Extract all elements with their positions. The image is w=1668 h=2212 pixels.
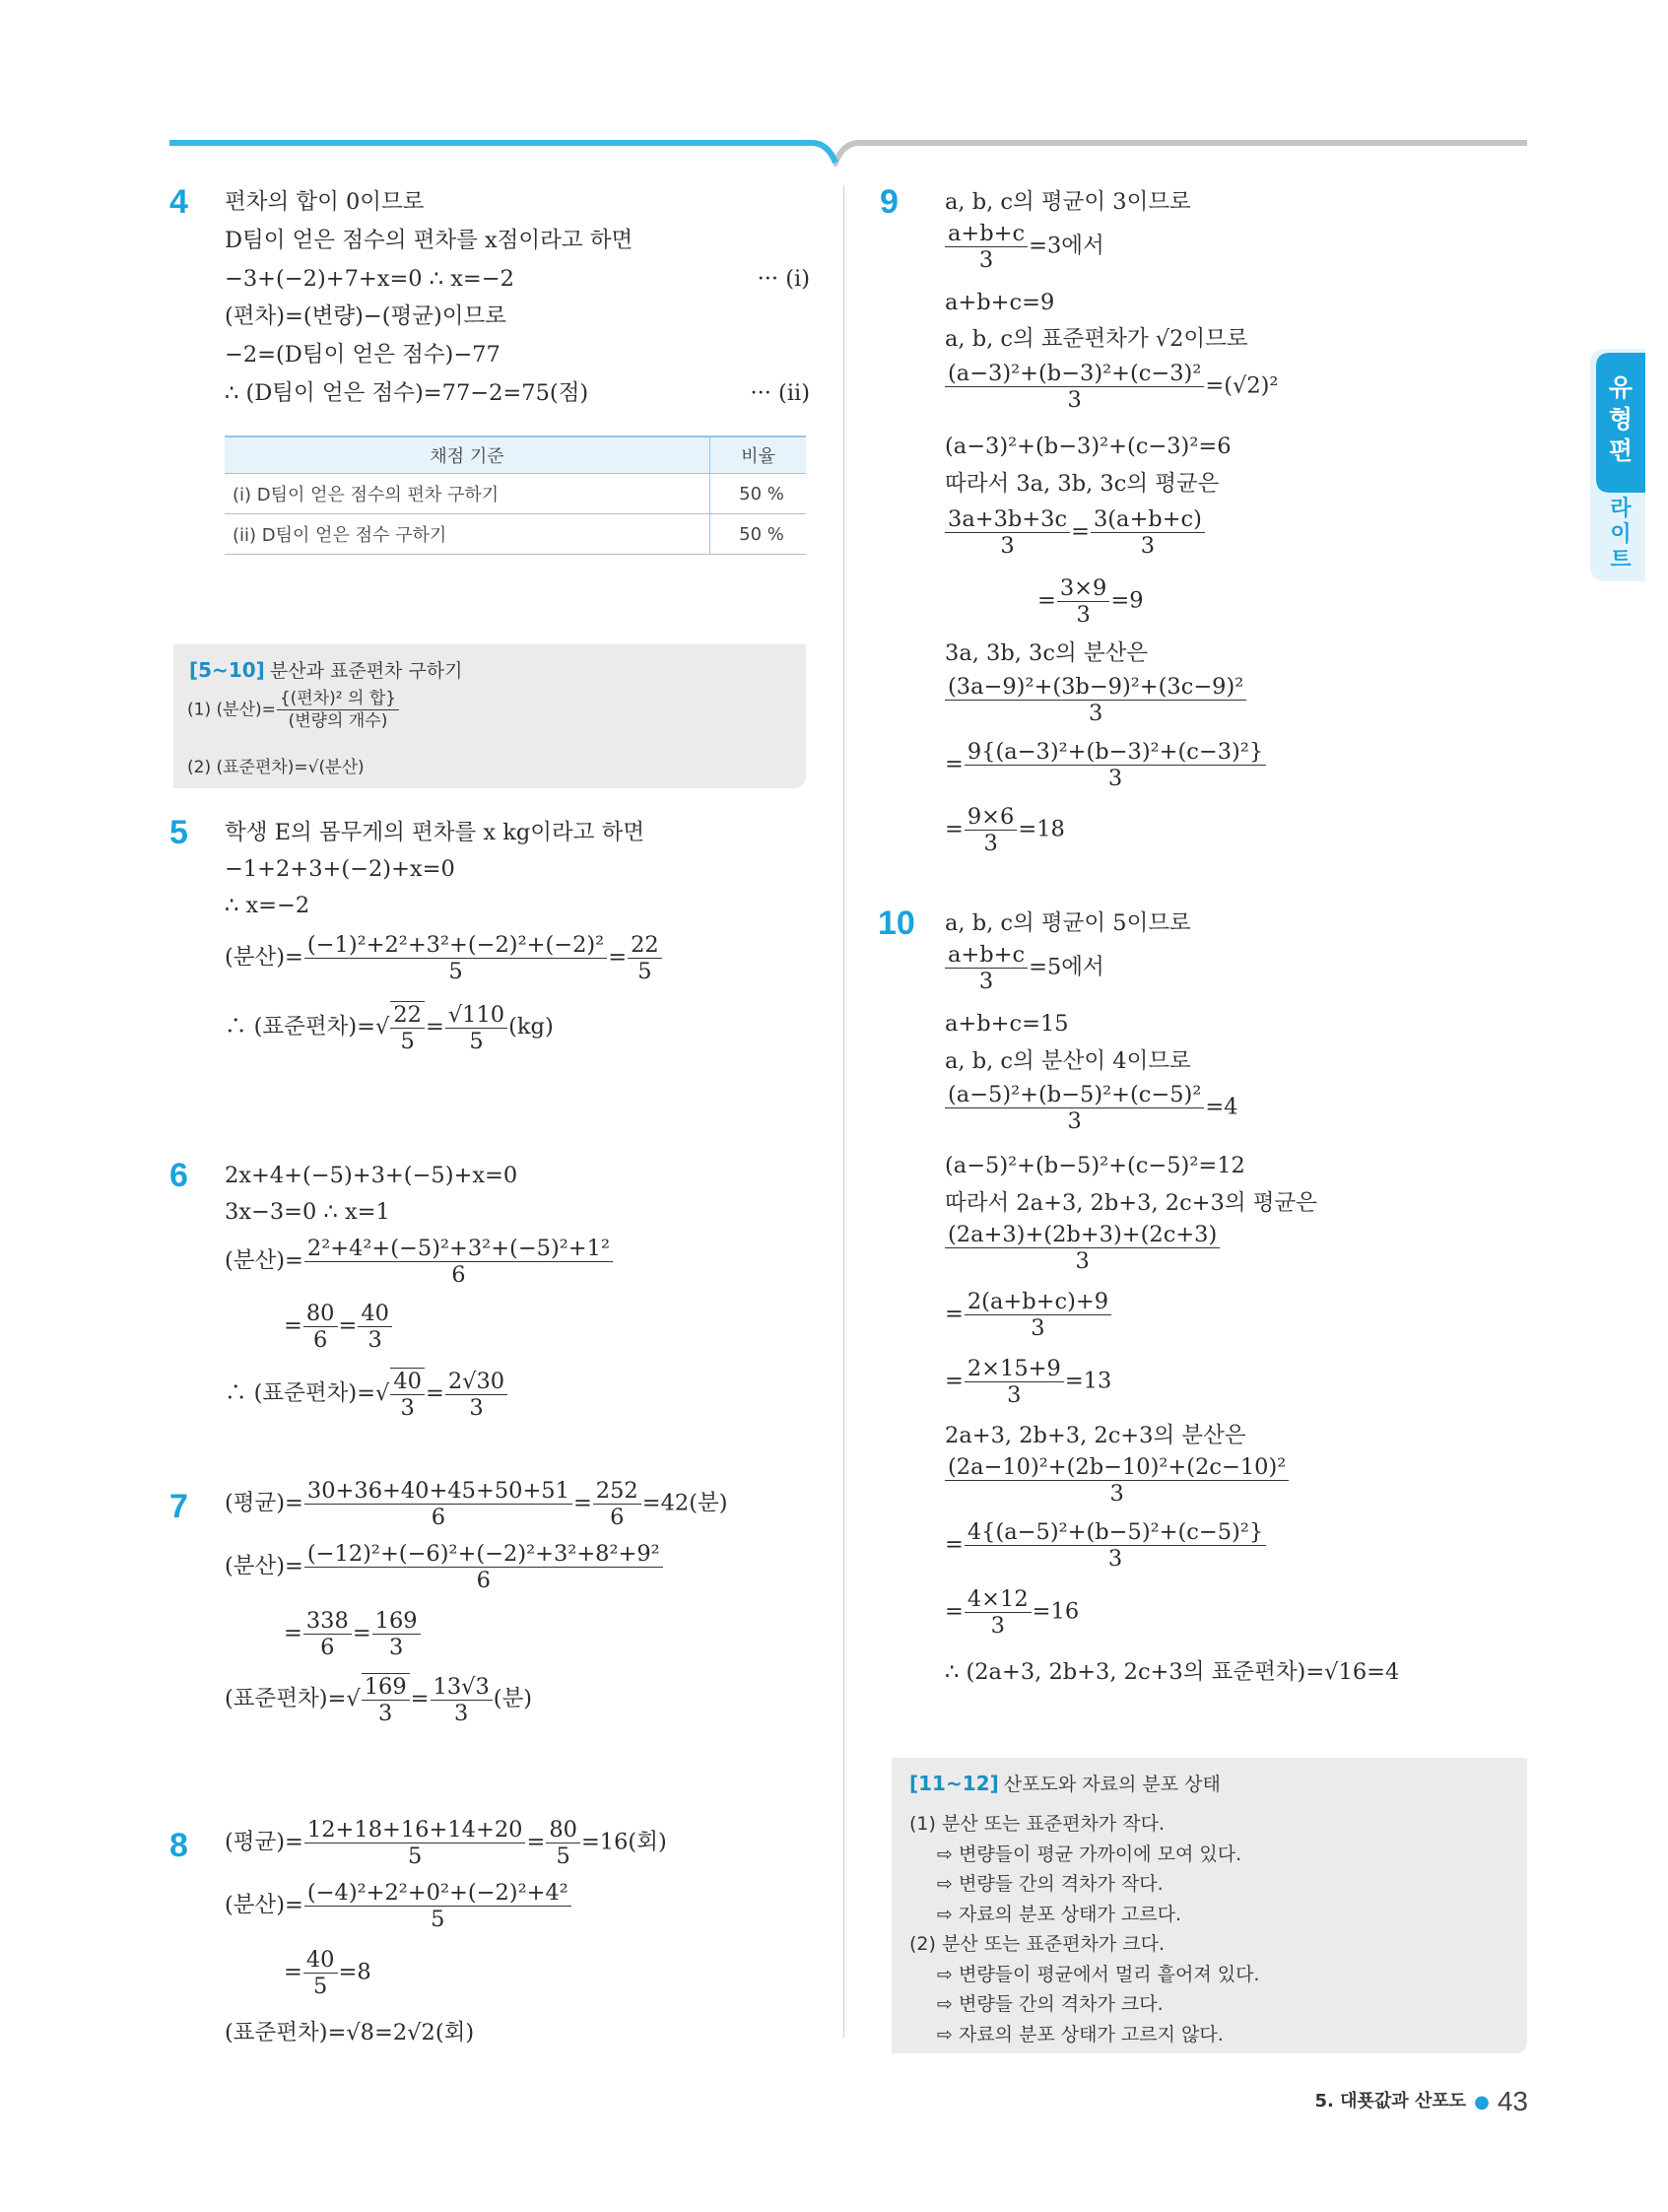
problem-number: 5 (169, 814, 188, 851)
numerator: (2a+3)+(2b+3)+(2c+3) (945, 1222, 1220, 1248)
fraction-line (945, 1082, 1238, 1134)
label: (표준편차)=√ (225, 1686, 361, 1711)
equation-line: a+b+c=9 (945, 290, 1055, 315)
chapter-title: 5. 대푯값과 산포도 (1314, 2091, 1467, 2111)
numerator: a+b+c (945, 942, 1028, 969)
fraction-line (945, 221, 1104, 273)
label: (분산)= (225, 944, 303, 971)
equals: = (425, 1380, 444, 1406)
rest: =9 (1110, 587, 1144, 614)
equals: = (945, 1598, 964, 1625)
page-number: 43 (1497, 2086, 1528, 2116)
equals: = (425, 1014, 444, 1039)
grading-table (225, 436, 806, 555)
step-marker: ··· (i) (757, 266, 810, 292)
denominator: 6 (451, 1262, 466, 1288)
denominator: 3 (1088, 701, 1103, 726)
list-item: (2) 분산 또는 표준편차가 크다. (909, 1933, 1166, 1955)
text-line: −2=(D팀이 얻은 점수)−77 (225, 342, 500, 368)
equation-line (225, 378, 810, 408)
formula-variance (187, 688, 400, 732)
denominator: 3 (1076, 602, 1091, 628)
box-list (909, 1809, 1259, 2049)
mean-line (225, 1817, 667, 1869)
numerator: 338 (303, 1608, 352, 1635)
tab-text: 라 이 트 (1610, 497, 1632, 572)
equals: = (410, 1686, 430, 1711)
denominator: 3 (1031, 1315, 1045, 1341)
numerator: 9×6 (965, 804, 1017, 831)
fraction-line (945, 361, 1278, 413)
denominator: 3 (1107, 766, 1123, 791)
numerator: 3a+3b+3c (945, 506, 1070, 533)
box-subtitle: 산포도와 자료의 분포 상태 (1003, 1774, 1221, 1795)
equals: = (945, 1368, 964, 1394)
tip-box (892, 1758, 1527, 2053)
denominator: 3 (1067, 1108, 1082, 1134)
variance-line (225, 932, 663, 984)
denominator: 5 (448, 959, 463, 984)
label: (분산)= (225, 1553, 303, 1579)
equation-line: (a−5)²+(b−5)²+(c−5)²=12 (945, 1153, 1245, 1178)
numerator: 2√30 (445, 1369, 507, 1395)
fraction-line (945, 1289, 1112, 1341)
denominator: 3 (978, 247, 994, 273)
box-title: [11~12] (909, 1772, 999, 1795)
equals: = (284, 1620, 302, 1646)
denominator: 3 (1067, 387, 1082, 413)
denominator: 3 (1007, 1382, 1022, 1408)
equals: = (572, 1490, 592, 1516)
numerator: a+b+c (945, 221, 1028, 247)
bullet-icon: ● (1474, 2091, 1490, 2112)
problem-number: 8 (169, 1827, 188, 1864)
step-marker: ··· (ii) (750, 380, 810, 406)
denominator: 5 (313, 1974, 328, 1999)
formula-label: (1) (분산)= (187, 700, 276, 720)
side-tab[interactable] (1590, 349, 1645, 581)
numerator: 40 (358, 1301, 392, 1327)
box-title: [5~10] (189, 658, 265, 682)
text-line: a, b, c의 표준편차가 √2이므로 (945, 326, 1248, 352)
numerator: {(편차)² 의 합} (277, 688, 399, 710)
fraction-line (945, 804, 1065, 856)
denominator: 5 (408, 1843, 423, 1869)
conclusion-line: ∴ (2a+3, 2b+3, 2c+3의 표준편차)=√16=4 (945, 1659, 1400, 1685)
denominator: 3 (1109, 1481, 1124, 1507)
fraction-line (945, 1356, 1111, 1408)
numerator: 40 (390, 1369, 425, 1395)
numerator: 30+36+40+45+50+51 (304, 1478, 572, 1505)
equation-line: a+b+c=15 (945, 1011, 1069, 1037)
equals: = (608, 944, 628, 971)
denominator: 3 (1140, 533, 1156, 559)
label: ∴ (표준편차)=√ (225, 1014, 390, 1039)
numerator: 2²+4²+(−5)²+3²+(−5)²+1² (304, 1236, 613, 1262)
equals: = (945, 1531, 964, 1558)
rest: =18 (1018, 816, 1065, 842)
result: =8 (338, 1959, 371, 1985)
problem-number: 10 (878, 905, 915, 942)
variance-step (284, 1608, 422, 1660)
equals: = (1037, 587, 1056, 614)
denominator: 3 (978, 969, 994, 994)
numerator: √110 (445, 1002, 507, 1029)
denominator: 3 (378, 1701, 393, 1726)
numerator: 80 (303, 1301, 338, 1327)
problem-number: 4 (169, 183, 188, 221)
numerator: 3×9 (1057, 575, 1109, 602)
numerator: 4{(a−5)²+(b−5)²+(c−5)²} (965, 1519, 1266, 1546)
equals: = (284, 1312, 302, 1339)
fraction-line (1037, 575, 1144, 628)
numerator: (2a−10)²+(2b−10)²+(2c−10)² (945, 1454, 1289, 1481)
sd-line (225, 1001, 554, 1054)
fraction-line (945, 942, 1104, 994)
numerator: 169 (362, 1674, 410, 1701)
equation-line: 2x+4+(−5)+3+(−5)+x=0 (225, 1163, 518, 1188)
denominator: 3 (1075, 1248, 1090, 1274)
label: (평균)= (225, 1490, 303, 1516)
fraction-line (945, 1454, 1290, 1507)
rest: =3에서 (1029, 233, 1104, 259)
problem-number: 7 (169, 1488, 188, 1525)
numerator: (−1)²+2²+3²+(−2)²+(−2)² (304, 932, 607, 959)
denominator: 3 (983, 831, 998, 856)
numerator: 2×15+9 (965, 1356, 1064, 1382)
fraction-line (945, 1222, 1221, 1274)
text-line: 편차의 합이 0이므로 (225, 189, 425, 215)
numerator: (−4)²+2²+0²+(−2)²+4² (304, 1880, 571, 1907)
list-item: ⇨ 변량들이 평균 가까이에 모여 있다. (937, 1843, 1242, 1865)
denominator: 6 (431, 1505, 446, 1530)
equation: −3+(−2)+7+x=0 ∴ x=−2 (225, 266, 514, 292)
rest: =16 (1032, 1598, 1080, 1625)
sd-line (225, 1368, 508, 1421)
variance-step (284, 1301, 393, 1353)
numerator: 252 (593, 1478, 641, 1505)
denominator: 5 (431, 1907, 445, 1932)
denominator: 3 (469, 1394, 484, 1421)
equals: = (526, 1829, 546, 1855)
numerator: 40 (303, 1947, 338, 1974)
equation-line: −1+2+3+(−2)+x=0 (225, 856, 455, 882)
list-item: ⇨ 변량들 간의 격차가 크다. (937, 1993, 1164, 2015)
table-cell: 50 % (710, 474, 807, 514)
result: =16(회) (580, 1829, 667, 1855)
numerator: 22 (628, 932, 662, 959)
denominator: 6 (476, 1568, 491, 1593)
tab-label-type (1590, 372, 1651, 467)
rest: =(√2)² (1205, 372, 1279, 399)
numerator: (3a−9)²+(3b−9)²+(3c−9)² (945, 674, 1246, 701)
fraction-line (945, 674, 1247, 726)
label: (분산)= (225, 1247, 303, 1274)
denominator: 5 (400, 1029, 415, 1054)
header-bar (169, 137, 1527, 167)
text-line: D팀이 얻은 점수의 편차를 x점이라고 하면 (225, 228, 634, 253)
problem-number: 9 (880, 183, 899, 221)
denominator: 3 (990, 1613, 1005, 1639)
denominator: 5 (637, 959, 652, 984)
numerator: 169 (372, 1608, 421, 1635)
mean-line (225, 1478, 728, 1530)
equals: = (284, 1959, 302, 1985)
list-item: ⇨ 변량들이 평균에서 멀리 흩어져 있다. (937, 1963, 1260, 1985)
rest: =13 (1064, 1368, 1112, 1394)
column-divider (843, 185, 844, 2038)
text-line: 학생 E의 몸무게의 편차를 x kg이라고 하면 (225, 820, 645, 845)
box-subtitle: 분산과 표준편차 구하기 (269, 660, 463, 682)
list-item: ⇨ 자료의 분포 상태가 고르지 않다. (937, 2023, 1224, 2045)
variance-step (284, 1947, 371, 1999)
text-line: a, b, c의 평균이 5이므로 (945, 910, 1191, 936)
denominator: 3 (400, 1395, 415, 1421)
result: =42(분) (641, 1490, 728, 1516)
variance-line (225, 1236, 614, 1288)
text-line: 2a+3, 2b+3, 2c+3의 분산은 (945, 1423, 1246, 1448)
numerator: 22 (390, 1002, 425, 1029)
label: (평균)= (225, 1829, 303, 1855)
numerator: (−12)²+(−6)²+(−2)²+3²+8²+9² (304, 1541, 663, 1568)
text-line: (편차)=(변량)−(평균)이므로 (225, 303, 506, 329)
equation-line (225, 264, 810, 294)
fraction-line (945, 1519, 1267, 1572)
text-line: a, b, c의 평균이 3이므로 (945, 189, 1191, 215)
equation-line: ∴ x=−2 (225, 893, 310, 918)
denominator: 3 (388, 1635, 404, 1660)
equals: = (338, 1312, 358, 1339)
table-cell: (i) D팀이 얻은 점수의 편차 구하기 (225, 474, 710, 514)
denominator: 3 (453, 1700, 469, 1726)
equation-line: 3x−3=0 ∴ x=1 (225, 1199, 390, 1225)
variance-line (225, 1880, 572, 1932)
numerator: 4×12 (965, 1586, 1032, 1613)
numerator: (a−5)²+(b−5)²+(c−5)² (945, 1082, 1204, 1108)
numerator: 12+18+16+14+20 (304, 1817, 526, 1843)
unit: (kg) (508, 1014, 554, 1039)
fraction-line (945, 1586, 1079, 1639)
equals: = (352, 1620, 371, 1646)
denominator: 3 (1000, 533, 1015, 559)
denominator: 5 (469, 1028, 484, 1054)
numerator: (a−3)²+(b−3)²+(c−3)² (945, 361, 1204, 387)
denominator: 6 (313, 1327, 328, 1353)
table-cell: (ii) D팀이 얻은 점수 구하기 (225, 514, 710, 555)
problem-number: 6 (169, 1157, 188, 1194)
numerator: 9{(a−3)²+(b−3)²+(c−3)²} (965, 739, 1266, 766)
denominator: 3 (1107, 1546, 1123, 1572)
numerator: 3(a+b+c) (1091, 506, 1205, 533)
equation: ∴ (D팀이 얻은 점수)=77−2=75(점) (225, 380, 589, 406)
equation-line: (a−3)²+(b−3)²+(c−3)²=6 (945, 434, 1232, 459)
table-cell: 50 % (710, 514, 807, 555)
text-line: 따라서 3a, 3b, 3c의 평균은 (945, 471, 1220, 497)
text-line: a, b, c의 분산이 4이므로 (945, 1048, 1191, 1074)
rest: =5에서 (1029, 954, 1104, 980)
list-item: (1) 분산 또는 표준편차가 작다. (909, 1813, 1166, 1835)
table-header: 비율 (710, 436, 807, 474)
formula-sd: (2) (표준편차)=√(분산) (187, 758, 365, 777)
unit: (분) (493, 1686, 533, 1711)
denominator: 6 (610, 1505, 625, 1530)
tab-text: 유 형 편 (1608, 373, 1634, 465)
label: ∴ (표준편차)=√ (225, 1380, 390, 1406)
numerator: 2(a+b+c)+9 (965, 1289, 1111, 1315)
fraction-line (945, 506, 1206, 559)
denominator: (변량의 개수) (288, 711, 388, 731)
denominator: 5 (556, 1843, 570, 1869)
list-item: ⇨ 변량들 간의 격차가 작다. (937, 1873, 1164, 1895)
fraction-line (945, 739, 1267, 791)
sd-line: (표준편차)=√8=2√2(회) (225, 2020, 475, 2045)
label: (분산)= (225, 1892, 303, 1918)
page-footer (1315, 2086, 1529, 2117)
equals: = (945, 751, 964, 777)
text-line: 따라서 2a+3, 2b+3, 2c+3의 평균은 (945, 1190, 1317, 1216)
text-line: 3a, 3b, 3c의 분산은 (945, 640, 1149, 666)
denominator: 6 (320, 1635, 335, 1660)
list-item: ⇨ 자료의 분포 상태가 고르다. (937, 1903, 1182, 1925)
numerator: 13√3 (431, 1674, 493, 1701)
table-header: 채점 기준 (225, 436, 710, 474)
numerator: 80 (546, 1817, 580, 1843)
rest: =4 (1205, 1094, 1238, 1120)
sd-line (225, 1673, 532, 1726)
denominator: 3 (367, 1327, 382, 1353)
equals: = (1071, 518, 1090, 545)
variance-line (225, 1541, 664, 1593)
equals: = (945, 816, 964, 842)
tip-box (173, 644, 806, 788)
equals: = (945, 1301, 964, 1327)
tab-label-lite (1590, 497, 1651, 573)
